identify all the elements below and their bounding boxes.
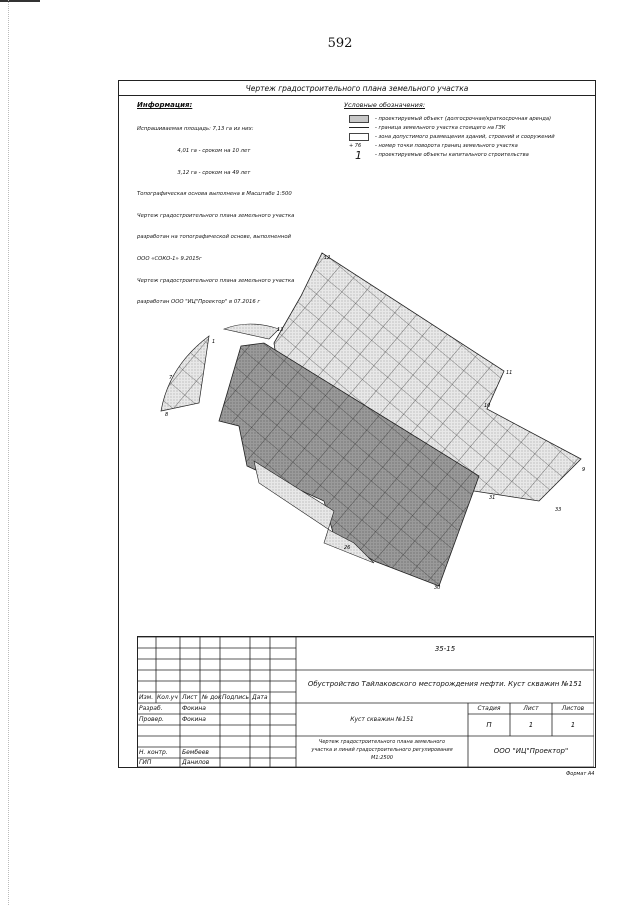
point-label: 8 <box>165 412 169 418</box>
format-label: Формат А4 <box>566 771 595 777</box>
point-label: 10 <box>484 403 491 409</box>
sheets-value: 1 <box>570 721 576 729</box>
info-line: 3,12 га - сроком на 49 лет <box>137 169 251 176</box>
point-label: 1 <box>212 339 216 345</box>
name-normcontrol: Бембеев <box>182 749 209 756</box>
point-label: 31 <box>489 495 496 501</box>
legend-heading: Условные обозначения: <box>344 101 426 109</box>
point-label: 12 <box>324 255 331 261</box>
sheet-value: 1 <box>528 721 534 729</box>
company-name: ООО "ИЦ"Проектор" <box>493 747 569 755</box>
parcel-arc <box>161 336 209 411</box>
doc-code: 35-15 <box>434 645 456 653</box>
title-block <box>137 636 594 767</box>
sheet-title: Чертеж градостроительного плана земельного участка и линий градостроительного регулирования М1:2500 <box>311 739 453 761</box>
role-normcontrol: Н. контр. <box>139 749 168 756</box>
info-line: разработан на топографической основе, выполненной <box>137 234 292 241</box>
role-checker: Провер. <box>139 716 164 723</box>
info-line: Чертеж градостроительного плана земельного участка <box>137 277 295 284</box>
name-chief-engineer: Данилов <box>182 759 210 766</box>
name-developer: Фокина <box>182 705 206 712</box>
info-heading: Информация: <box>137 101 193 109</box>
info-line: Топографическая основа выполнена в Масштабе 1:500 <box>137 191 292 198</box>
scan-edge <box>8 0 10 905</box>
role-chief-engineer: ГИП <box>139 759 152 766</box>
point-label: 33 <box>555 507 562 513</box>
info-line: Испрашиваемая площадь: 7,13 га из них: <box>137 126 254 133</box>
role-developer: Разраб. <box>139 705 163 712</box>
info-line: разработан ООО "ИЦ"Проектор" в 07.2016 г <box>137 299 261 306</box>
header-date: Дата <box>252 694 268 701</box>
point-label: 9 <box>582 467 586 473</box>
top-edge-mark <box>0 0 40 2</box>
header-izm: Изм. <box>139 694 154 701</box>
page-number: 592 <box>327 36 353 51</box>
parcel-small-top <box>224 324 279 339</box>
point-label: 7 <box>169 375 173 381</box>
name-checker: Фокина <box>182 716 206 723</box>
stage-value: П <box>486 721 492 729</box>
site-plan-map <box>119 81 595 636</box>
point-label: 13 <box>277 327 284 333</box>
drawing-frame: Чертеж градостроительного плана земельного участка Информация: Испрашиваемая площадь: 7,13 га из них: 4,01 га - сроком на 10 лет 3,12 га - сроком на 49 лет Топографическая основа выполнена в Масштабе 1:500 Чертеж градостроительного плана земельного участка разработан на топографической основе, выполненной ООО «СОКО-1» 9.2015г Чертеж градостроительного плана земельного участка разработан ООО "ИЦ"Проектор" в 07.2016 г Условные обозначения: - проектируемый объект (долгосрочная/краткосрочная аренда) - граница земельного участка стоящего на ГЗК - зона допустимого размещения зданий, строений и сооружений + 76 - номер точки поворота границ земельного участка 1 - проектируемые объекты капитального строительства 12 13 1 7 8 11 10 9 31 33 26 30 35-15 Обустройство Тайлаковского месторождения нефти. Куст скважин №151 Изм. Кол.уч Лист № док Подпись Дата Разраб. Фокина Провер. Фокина Н. контр. Бембеев ГИП Данилов Куст скважин №151 Стадия Лист Листов П 1 1 Чертеж градостроительного плана земельного участка и линий градостроительного регулирования М1:2500 ООО "ИЦ"Проектор" <box>118 80 596 768</box>
header-doc: № док <box>202 694 222 701</box>
point-label: 26 <box>344 545 351 551</box>
sheets-label: Листов <box>561 705 585 712</box>
info-line: 4,01 га - сроком на 10 лет <box>137 148 251 155</box>
drawing-title: Чертеж градостроительного плана земельного участка <box>245 84 469 93</box>
point-label: 30 <box>434 585 441 591</box>
stage-label: Стадия <box>477 705 501 712</box>
header-signature: Подпись <box>222 694 249 701</box>
header-kolouch: Кол.уч <box>157 694 178 701</box>
project-name: Обустройство Тайлаковского месторождения нефти. Куст скважин №151 <box>307 680 583 688</box>
info-line: Чертеж градостроительного плана земельного участка <box>137 212 295 219</box>
header-list: Лист <box>182 694 198 701</box>
sheet-label: Лист <box>523 705 539 712</box>
info-line: ООО «СОКО-1» 9.2015г <box>137 256 202 263</box>
point-label: 11 <box>506 370 513 376</box>
object-name: Куст скважин №151 <box>350 716 414 723</box>
